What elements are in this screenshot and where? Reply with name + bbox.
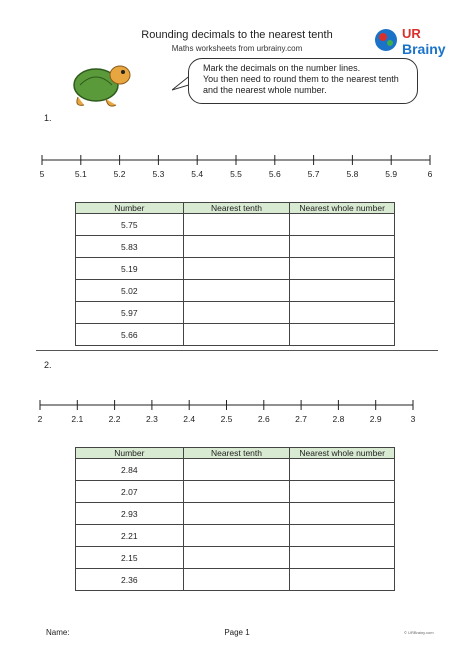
answer-table-2 <box>75 447 395 591</box>
number-cell: 2.21 <box>76 525 184 547</box>
table-row <box>76 302 395 324</box>
number-cell: 5.19 <box>76 258 184 280</box>
number-line-1 <box>0 152 474 182</box>
worksheet-title: Rounding decimals to the nearest tenth <box>141 29 333 41</box>
number-line-tick-label: 5.4 <box>191 169 204 179</box>
section-divider <box>36 350 438 351</box>
instruction-line-2: You then need to round them to the nearest tenth <box>203 74 399 84</box>
number-line-tick-label: 5.1 <box>74 169 87 179</box>
turtle-mascot-icon <box>66 55 146 115</box>
column-header-number: Number <box>76 203 184 214</box>
table-row <box>76 569 395 591</box>
number-line-2 <box>0 397 474 427</box>
nearest-whole-answer-cell[interactable] <box>290 280 395 302</box>
nearest-tenth-answer-cell[interactable] <box>183 280 290 302</box>
nearest-tenth-answer-cell[interactable] <box>183 324 290 346</box>
worksheet-subtitle: Maths worksheets from urbrainy.com <box>171 44 303 53</box>
number-line-tick-label: 6 <box>427 169 433 179</box>
number-line-tick-label: 2.6 <box>257 414 270 424</box>
urbrainy-logo <box>372 20 462 60</box>
number-cell: 2.93 <box>76 503 184 525</box>
number-line-tick-label: 2.5 <box>220 414 233 424</box>
number-cell: 2.07 <box>76 481 184 503</box>
nearest-tenth-answer-cell[interactable] <box>183 236 290 258</box>
column-header-number: Number <box>76 448 184 459</box>
number-line-tick-label: 2.1 <box>71 414 84 424</box>
number-cell: 2.84 <box>76 459 184 481</box>
number-cell: 5.83 <box>76 236 184 258</box>
table-row <box>76 459 395 481</box>
nearest-whole-answer-cell[interactable] <box>290 324 395 346</box>
number-cell: 5.75 <box>76 214 184 236</box>
nearest-whole-answer-cell[interactable] <box>290 302 395 324</box>
instruction-line-3: and the nearest whole number. <box>203 85 327 95</box>
table-row <box>76 547 395 569</box>
copyright-notice: © URBrainy.com <box>404 630 434 635</box>
number-line-tick-label: 2.4 <box>183 414 196 424</box>
column-header-nearest-tenth: Nearest tenth <box>183 203 290 214</box>
name-label: Name: <box>46 628 70 637</box>
question-1-number: 1. <box>44 113 52 123</box>
number-line-tick-label: 5 <box>39 169 45 179</box>
nearest-whole-answer-cell[interactable] <box>290 214 395 236</box>
number-line-tick-label: 5.5 <box>230 169 242 179</box>
table-row <box>76 258 395 280</box>
column-header-nearest-whole: Nearest whole number <box>290 448 395 459</box>
instruction-bubble <box>188 58 418 104</box>
instruction-line-1: Mark the decimals on the number lines. <box>203 63 361 73</box>
globe-icon <box>375 29 397 51</box>
number-line-tick-label: 2.2 <box>108 414 121 424</box>
number-line-tick-label: 5.2 <box>113 169 126 179</box>
nearest-whole-answer-cell[interactable] <box>290 547 395 569</box>
table-row <box>76 503 395 525</box>
column-header-nearest-whole: Nearest whole number <box>290 203 395 214</box>
table-row <box>76 214 395 236</box>
number-line-tick-label: 5.9 <box>385 169 398 179</box>
number-line-tick-label: 2.8 <box>332 414 345 424</box>
answer-table-1 <box>75 202 395 346</box>
nearest-tenth-answer-cell[interactable] <box>183 459 290 481</box>
nearest-tenth-answer-cell[interactable] <box>183 481 290 503</box>
question-2-number: 2. <box>44 360 52 370</box>
nearest-tenth-answer-cell[interactable] <box>183 503 290 525</box>
number-line-tick-label: 2 <box>37 414 43 424</box>
table-row <box>76 280 395 302</box>
number-line-tick-label: 5.7 <box>307 169 320 179</box>
table-row <box>76 481 395 503</box>
number-line-tick-label: 5.3 <box>152 169 165 179</box>
nearest-tenth-answer-cell[interactable] <box>183 258 290 280</box>
table-row <box>76 525 395 547</box>
nearest-whole-answer-cell[interactable] <box>290 481 395 503</box>
number-line-tick-label: 2.3 <box>145 414 158 424</box>
nearest-tenth-answer-cell[interactable] <box>183 569 290 591</box>
number-cell: 5.66 <box>76 324 184 346</box>
table-row <box>76 236 395 258</box>
number-line-tick-label: 5.8 <box>346 169 359 179</box>
nearest-tenth-answer-cell[interactable] <box>183 214 290 236</box>
nearest-tenth-answer-cell[interactable] <box>183 547 290 569</box>
nearest-whole-answer-cell[interactable] <box>290 525 395 547</box>
nearest-whole-answer-cell[interactable] <box>290 258 395 280</box>
number-line-tick-label: 5.6 <box>268 169 281 179</box>
number-cell: 2.36 <box>76 569 184 591</box>
nearest-tenth-answer-cell[interactable] <box>183 302 290 324</box>
number-line-tick-label: 3 <box>410 414 416 424</box>
number-cell: 2.15 <box>76 547 184 569</box>
number-cell: 5.97 <box>76 302 184 324</box>
number-line-tick-label: 2.9 <box>369 414 382 424</box>
table-row <box>76 324 395 346</box>
nearest-whole-answer-cell[interactable] <box>290 236 395 258</box>
nearest-tenth-answer-cell[interactable] <box>183 525 290 547</box>
svg-text:UR: UR <box>402 26 421 41</box>
nearest-whole-answer-cell[interactable] <box>290 569 395 591</box>
column-header-nearest-tenth: Nearest tenth <box>183 448 290 459</box>
nearest-whole-answer-cell[interactable] <box>290 503 395 525</box>
svg-text:Brainy: Brainy <box>402 41 446 57</box>
nearest-whole-answer-cell[interactable] <box>290 459 395 481</box>
number-line-tick-label: 2.7 <box>295 414 308 424</box>
page-number: Page 1 <box>224 628 250 637</box>
number-cell: 5.02 <box>76 280 184 302</box>
